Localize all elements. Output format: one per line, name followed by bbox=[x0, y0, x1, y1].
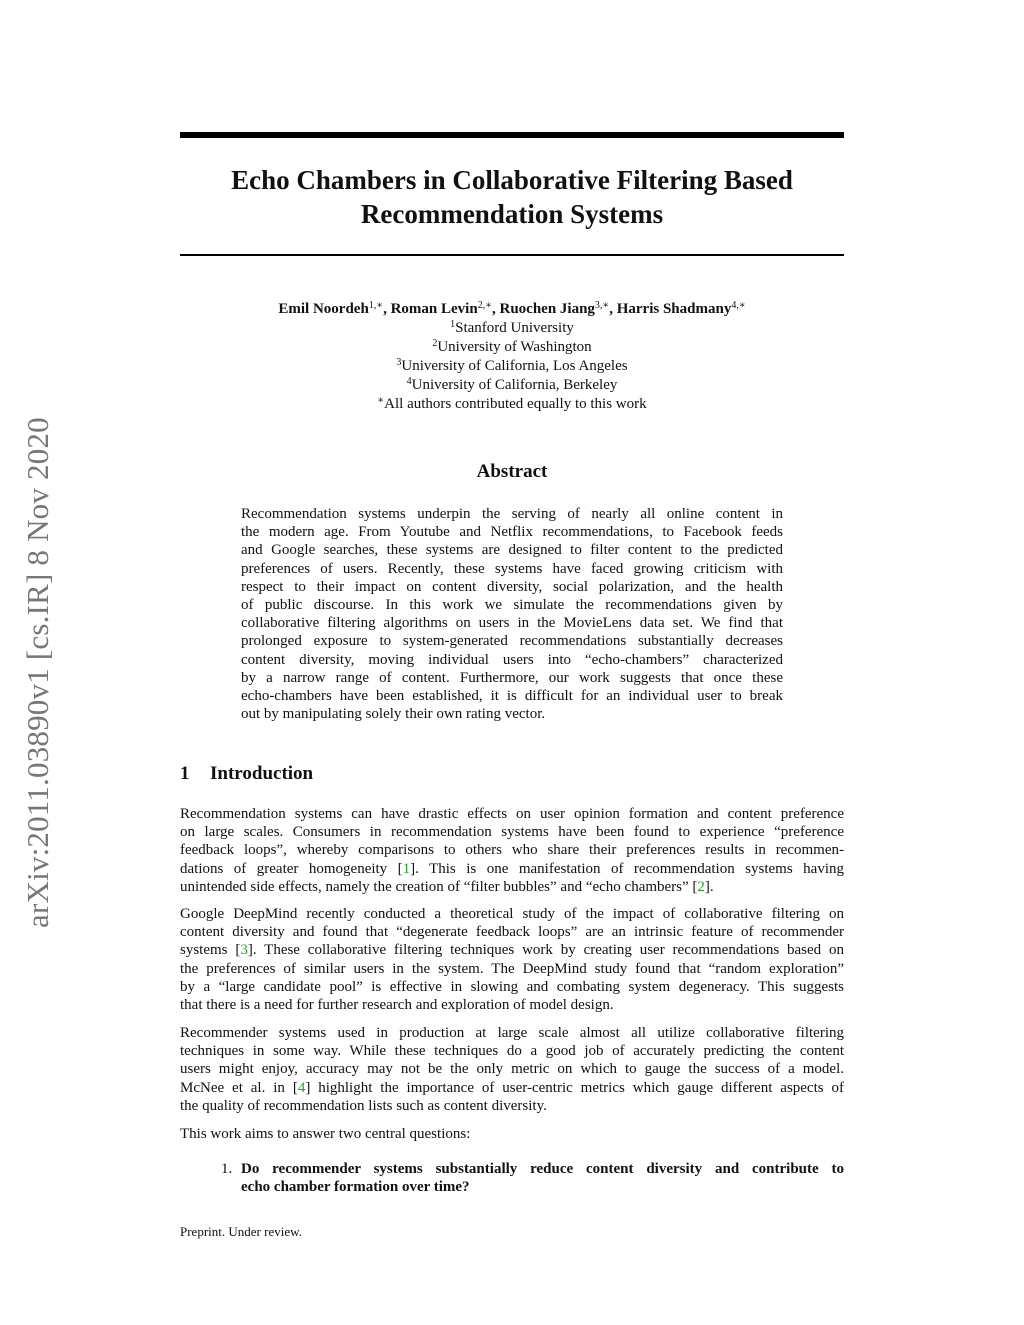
author-separator: , bbox=[609, 301, 617, 317]
author-block bbox=[180, 300, 844, 414]
affiliation-text: University of Washington bbox=[437, 339, 592, 355]
author-name: Roman Levin bbox=[390, 301, 478, 317]
citation-link[interactable]: 4 bbox=[297, 1079, 306, 1096]
abstract-line: content diversity, moving individual users into “echo-chambers” characterized bbox=[241, 651, 783, 668]
author-affiliation-mark: 2,∗ bbox=[477, 300, 492, 311]
preprint-footer: Preprint. Under review. bbox=[180, 1224, 302, 1239]
title-top-rule bbox=[180, 132, 844, 138]
intro-paragraph-2 bbox=[180, 905, 844, 1014]
affiliation-mark: 4 bbox=[406, 376, 412, 387]
affiliation bbox=[180, 319, 844, 338]
paragraph-line: This work aims to answer two central questions: bbox=[180, 1126, 471, 1142]
affiliation-text: Stanford University bbox=[455, 320, 574, 336]
paragraph-line: users might enjoy, accuracy may not be the only metric on which to gauge the success of a model. bbox=[180, 1061, 844, 1078]
paragraph-line: techniques in some way. While these techniques do a good job of accurately predicting the content bbox=[180, 1043, 844, 1060]
citation-link[interactable]: 3 bbox=[240, 942, 248, 959]
author-name: Ruochen Jiang bbox=[499, 301, 595, 317]
author-name: Emil Noordeh bbox=[278, 301, 369, 317]
question-line: Do recommender systems substantially reduce content diversity and contribute to bbox=[241, 1161, 844, 1177]
affiliation-mark: 1 bbox=[450, 319, 456, 330]
paragraph-line: that there is a need for further research and exploration of model design. bbox=[180, 997, 614, 1014]
paragraph-line bbox=[180, 1079, 844, 1097]
author-name: Harris Shadmany bbox=[616, 301, 732, 317]
line-text: unintended side effects, namely the creation of “filter bubbles” and “echo chambers” [ bbox=[180, 878, 698, 895]
author-names bbox=[180, 300, 844, 319]
paragraph-line bbox=[180, 878, 844, 896]
paragraph-line: Recommendation systems can have drastic effects on user opinion formation and content preference bbox=[180, 806, 844, 822]
abstract-line: and Google searches, these systems are designed to filter content to the predicted bbox=[241, 542, 783, 559]
abstract-line: echo-chambers have been established, it is difficult for an individual user to break bbox=[241, 688, 783, 705]
paragraph-line: by a “large candidate pool” is effective in slowing and combating system degeneracy. This suggests bbox=[180, 978, 844, 995]
title-bottom-rule bbox=[180, 254, 844, 256]
affiliation-mark: ∗ bbox=[377, 395, 385, 406]
line-text: ]. bbox=[704, 878, 714, 895]
section-number: 1 bbox=[180, 763, 190, 784]
paragraph-line: on large scales. Consumers in recommendation systems have been found to experience “preference bbox=[180, 824, 844, 841]
affiliation-text: All authors contributed equally to this work bbox=[384, 396, 647, 412]
abstract-line: collaborative filtering algorithms on users in the MovieLens data set. We find that bbox=[241, 615, 783, 632]
abstract-line: the modern age. From Youtube and Netflix recommendations, to Facebook feeds bbox=[241, 524, 783, 541]
author-separator: , bbox=[383, 301, 391, 317]
affiliation-text: University of California, Berkeley bbox=[411, 377, 618, 393]
affiliation bbox=[180, 338, 844, 357]
question-line: echo chamber formation over time? bbox=[241, 1179, 470, 1196]
paragraph-line: feedback loops”, whereby comparisons to others who share their preferences results in recommen- bbox=[180, 842, 844, 859]
research-question bbox=[241, 1160, 844, 1196]
paragraph-line: Recommender systems used in production at large scale almost all utilize collaborative filtering bbox=[180, 1025, 844, 1041]
affiliation bbox=[180, 357, 844, 376]
intro-paragraph-3 bbox=[180, 1024, 844, 1115]
list-marker: 1. bbox=[221, 1161, 233, 1177]
section-heading-introduction bbox=[180, 762, 313, 786]
abstract-line: preferences of users. Recently, these systems have faced growing criticism with bbox=[241, 560, 783, 577]
abstract-body bbox=[241, 505, 783, 723]
intro-paragraph-1 bbox=[180, 805, 844, 896]
abstract-line: prolonged exposure to system-generated recommendations substantially decreases bbox=[241, 633, 783, 650]
author-separator: , bbox=[491, 301, 500, 317]
abstract-line: out by manipulating solely their own rating vector. bbox=[241, 706, 546, 723]
affiliation-mark: 3 bbox=[396, 357, 402, 368]
paper-title bbox=[180, 163, 844, 231]
paragraph-line bbox=[180, 941, 844, 959]
author-affiliation-mark: 1,∗ bbox=[368, 300, 384, 311]
line-text: McNee et al. in [ bbox=[180, 1079, 298, 1096]
affiliation-text: University of California, Los Angeles bbox=[401, 358, 628, 374]
citation-link[interactable]: 1 bbox=[402, 860, 411, 877]
line-text: ] highlight the importance of user-centric metrics which gauge different aspects of bbox=[305, 1079, 844, 1096]
paragraph-line bbox=[180, 860, 844, 878]
abstract-heading: Abstract bbox=[476, 461, 548, 482]
affiliation-mark: 2 bbox=[432, 338, 438, 349]
paragraph-line: the quality of recommendation lists such as content diversity. bbox=[180, 1097, 547, 1114]
abstract-line: by a narrow range of content. Furthermore, our work suggests that once these bbox=[241, 669, 783, 686]
abstract-line: respect to their impact on content diversity, social polarization, and the health bbox=[241, 578, 783, 595]
equal-contribution-note bbox=[180, 395, 844, 414]
paragraph-line: the preferences of similar users in the system. The DeepMind study found that “random exploration” bbox=[180, 960, 844, 977]
line-text: ]. These collaborative filtering techniques work by creating user recommendations based on bbox=[247, 942, 844, 959]
title-line-2: Recommendation Systems bbox=[360, 199, 664, 229]
abstract-line: Recommendation systems underpin the serving of nearly all online content in bbox=[241, 506, 783, 522]
affiliation bbox=[180, 376, 844, 395]
abstract-line: of public discourse. In this work we simulate the recommendations given by bbox=[241, 597, 783, 614]
citation-link[interactable]: 2 bbox=[697, 878, 705, 895]
line-text: ]. This is one manifestation of recommendation systems having bbox=[410, 860, 844, 877]
arxiv-stamp: arXiv:2011.03890v1 [cs.IR] 8 Nov 2020 bbox=[20, 417, 55, 928]
title-line-1: Echo Chambers in Collaborative Filtering Based bbox=[231, 165, 793, 195]
line-text: systems [ bbox=[180, 942, 241, 959]
line-text: dations of greater homogeneity [ bbox=[180, 860, 403, 877]
intro-paragraph-4 bbox=[180, 1125, 844, 1143]
author-affiliation-mark: 4,∗ bbox=[731, 300, 746, 311]
author-affiliation-mark: 3,∗ bbox=[594, 300, 610, 311]
section-title: Introduction bbox=[210, 763, 314, 784]
paragraph-line: Google DeepMind recently conducted a theoretical study of the impact of collaborative filtering on bbox=[180, 906, 844, 922]
paragraph-line: content diversity and found that “degenerate feedback loops” are an intrinsic feature of recommender bbox=[180, 924, 844, 941]
